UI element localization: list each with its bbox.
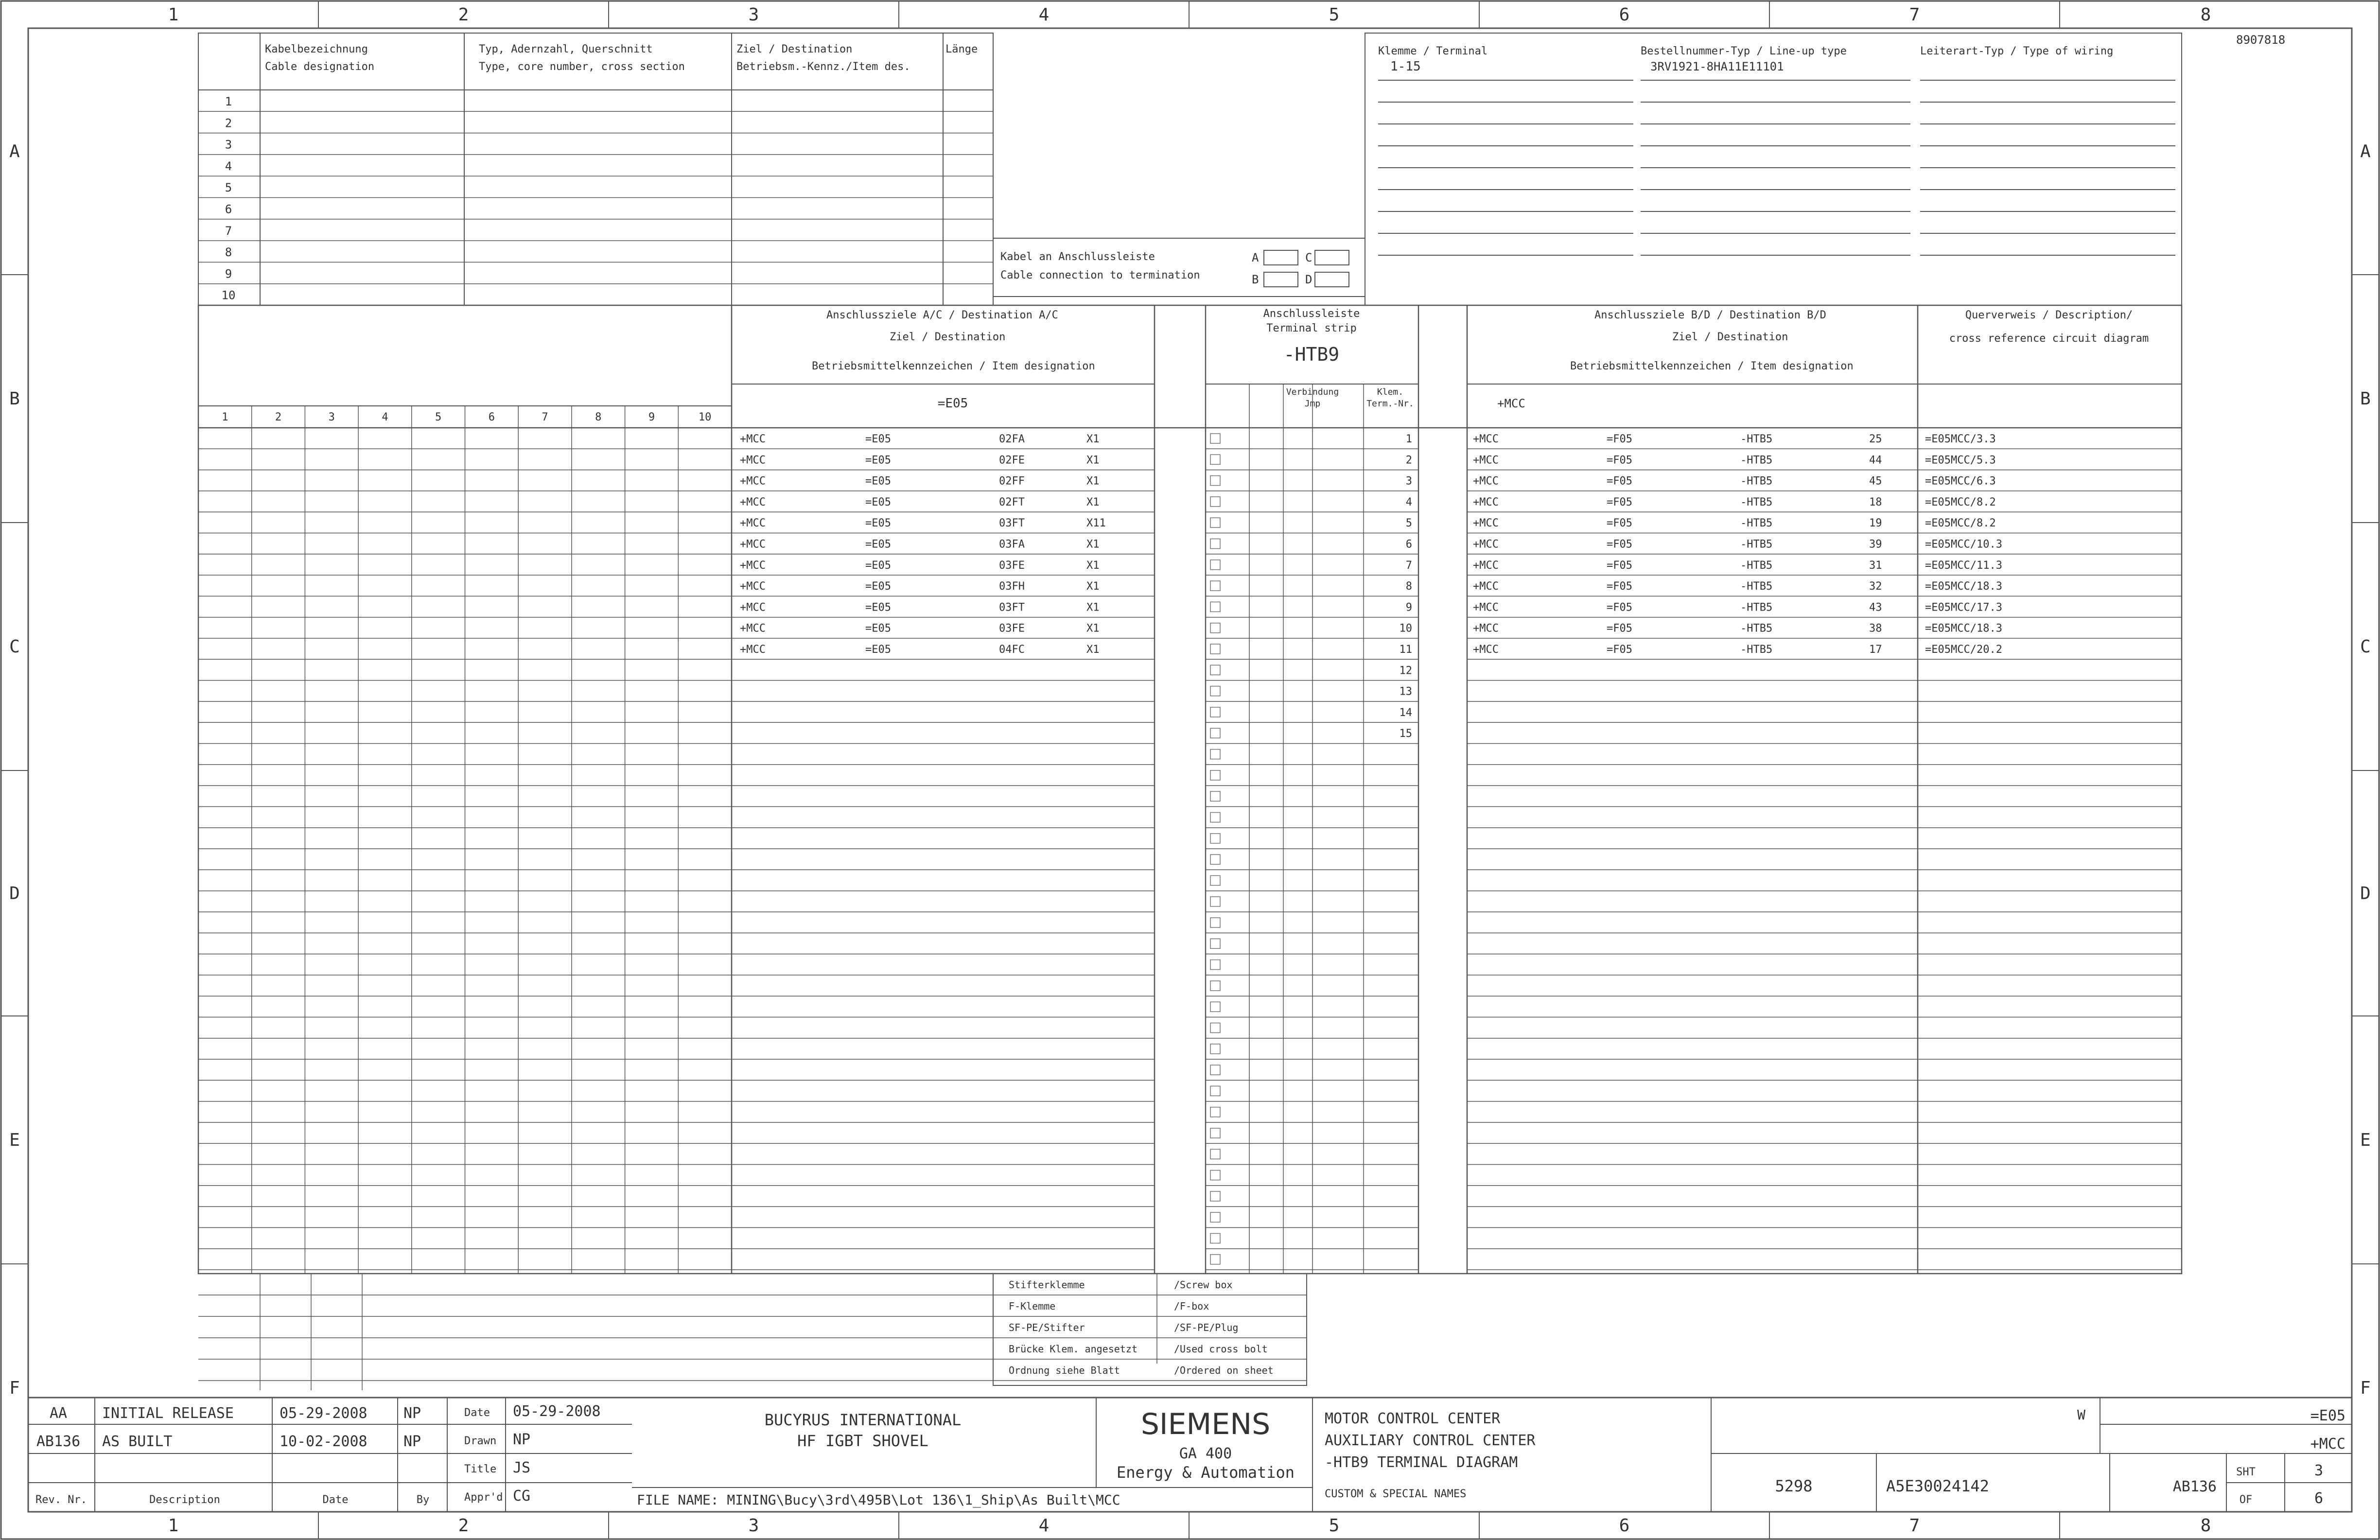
destination-b-cell: =E05MCC/8.2 [1925,496,1996,508]
drawing-text [35,33,2345,1508]
sheet-total: 6 [2314,1490,2324,1507]
column-marker-bottom-7: 7 [1909,1516,1920,1536]
terminal-square [1210,939,1220,948]
destination-b-sub: Ziel / Destination [1672,331,1788,343]
destination-b-cell: 32 [1869,580,1882,593]
terminal-square [1210,686,1220,696]
destination-a-cell: +MCC [740,622,766,635]
destination-a-cell: 03FA [999,538,1025,551]
destination-a-cell: 03FH [999,580,1025,593]
destination-b-cell: 43 [1869,601,1882,614]
cable-row-number: 1 [225,95,232,108]
revision-date: 05-29-2008 [280,1405,368,1422]
terminal-strip-header: Anschlussleiste Terminal strip [1263,308,1360,334]
wire-column-number: 3 [328,411,335,423]
cable-row-number: 5 [225,181,232,195]
legend-label: Ordnung siehe Blatt [1009,1365,1120,1376]
wire-column-number: 8 [595,411,602,423]
terminal-square [1210,834,1220,843]
legend-label: Stifterklemme [1009,1279,1085,1291]
destination-a-cell: =E05 [865,538,891,551]
terminal-number: 4 [1405,496,1412,508]
destination-b-cell: 31 [1869,559,1882,572]
zone-location: +MCC [2310,1435,2345,1452]
terminal-square [1210,1233,1220,1243]
job-number: 5298 [1775,1477,1813,1495]
cable-row-number: 9 [225,267,232,281]
terminal-square [1210,1128,1220,1138]
destination-a-cell: X1 [1086,644,1100,656]
wire-column-number: 5 [435,411,442,423]
column-marker-2: 2 [458,5,469,25]
destination-a-cell: X1 [1086,475,1100,488]
destination-b-cell: =E05MCC/17.3 [1925,601,2002,614]
destination-a-cell: X11 [1086,517,1106,530]
destination-b-cell: =E05MCC/6.3 [1925,475,1996,488]
destination-b-cell: -HTB5 [1740,538,1773,551]
terminal-square [1210,539,1220,549]
destination-b-cell: =E05MCC/3.3 [1925,433,1996,445]
revision-by: NP [403,1405,421,1422]
destination-b-cell: =F05 [1607,538,1632,551]
destination-a-cell: =E05 [865,517,891,530]
terminal-square [1210,434,1220,443]
destination-b-cell: =E05MCC/18.3 [1925,580,2002,593]
destination-b-cell: =F05 [1607,559,1632,572]
destination-a-cell: =E05 [865,433,891,445]
order-number-header: Bestellnummer-Typ / Line-up type [1641,45,1847,57]
destination-b-cell: 25 [1869,433,1882,445]
terminal-number: 15 [1399,728,1412,740]
sheet-number: 3 [2314,1462,2324,1479]
destination-b-cell: -HTB5 [1740,454,1773,467]
destination-a-cell: 02FF [999,475,1025,488]
destination-b-cell: -HTB5 [1740,496,1773,508]
w-label: W [2077,1407,2085,1423]
approval-label: Title [464,1463,497,1475]
destination-a-cell: +MCC [740,496,766,508]
approval-label: Appr'd [464,1491,503,1504]
cable-type-header: Typ, Adernzahl, Querschnitt Type, core number, cross section [479,43,685,73]
destination-b-cell: +MCC [1473,433,1499,445]
terminal-square [1210,1023,1220,1032]
terminal-number: 10 [1399,622,1412,635]
destination-b-cell: -HTB5 [1740,475,1773,488]
terminal-info-box [1365,33,2182,305]
wire-column-number: 1 [222,411,228,423]
destination-b-header: Anschlussziele B/D / Destination B/D [1594,309,1826,321]
legend-value: /Ordered on sheet [1174,1365,1274,1376]
destination-a-cell: +MCC [740,454,766,467]
legend-label: SF-PE/Stifter [1009,1322,1085,1333]
column-marker-bottom-6: 6 [1619,1516,1630,1536]
destination-a-cell: +MCC [740,475,766,488]
cable-row-number: 8 [225,245,232,260]
terminal-square [1210,981,1220,991]
destination-a-cell: X1 [1086,454,1100,467]
terminal-number: 5 [1405,517,1412,530]
destination-b-cell: +MCC [1473,601,1499,614]
wire-column-number: 6 [488,411,495,423]
cable-designation-header: Kabelbezeichnung Cable designation [265,43,375,73]
revision-description: AS BUILT [102,1433,173,1450]
zone-equipment: =E05 [2310,1407,2345,1424]
row-marker-B: B [9,389,20,409]
terminal-square [1210,1065,1220,1075]
column-marker-1: 1 [168,5,179,25]
destination-b-cell: -HTB5 [1740,644,1773,656]
destination-a-cell: +MCC [740,601,766,614]
column-marker-bottom-1: 1 [168,1516,179,1536]
customer-equipment: HF IGBT SHOVEL [797,1432,928,1450]
terminal-table [198,305,2182,1274]
terminal-square [1210,897,1220,907]
terminal-square [1210,623,1220,633]
legend-value: /Screw box [1174,1279,1233,1291]
destination-a-cell: =E05 [865,644,891,656]
terminal-strip-name: -HTB9 [1283,344,1340,365]
destination-b-cell: 17 [1869,644,1882,656]
destination-a-cell: 03FT [999,601,1025,614]
rev-header: Rev. Nr. [35,1494,87,1506]
destination-b-cell: -HTB5 [1740,433,1773,445]
destination-b-cell: =F05 [1607,496,1632,508]
destination-a-cell: =E05 [865,580,891,593]
terminal-square [1210,728,1220,738]
destination-b-cell: =F05 [1607,622,1632,635]
terminal-number: 6 [1405,538,1412,551]
column-marker-7: 7 [1909,5,1920,25]
terminal-square [1210,812,1220,822]
connection-d-label: D [1305,273,1312,286]
brand-sub2: Energy & Automation [1116,1463,1295,1482]
destination-a-cell: =E05 [865,559,891,572]
terminal-number: 14 [1399,706,1412,719]
destination-b-cell: +MCC [1473,538,1499,551]
destination-b-cell: =E05MCC/18.3 [1925,622,2002,635]
terminal-square [1210,1002,1220,1012]
row-marker-right-A: A [2360,141,2371,162]
cable-connection-label: Kabel an Anschlussleiste Cable connection to termination [1000,251,1200,281]
file-name: FILE NAME: MINING\Bucy\3rd\495B\Lot 136\1_Ship\As Built\MCC [637,1492,1120,1508]
legend-label: F-Klemme [1009,1300,1056,1312]
terminal-square [1210,644,1220,654]
approval-value: NP [513,1431,531,1448]
wire-column-number: 7 [542,411,548,423]
destination-b-value: +MCC [1497,397,1525,410]
cable-length-header: Länge [945,43,978,55]
destination-b-cell: +MCC [1473,622,1499,635]
destination-b-cell: 45 [1869,475,1882,488]
destination-a-cell: 03FE [999,559,1025,572]
legend-value: /F-box [1174,1300,1209,1312]
destination-b-cell: +MCC [1473,454,1499,467]
terminal-number: 12 [1399,665,1412,677]
destination-b-cell: 18 [1869,496,1882,508]
column-marker-bottom-5: 5 [1329,1516,1340,1536]
destination-a-cell: =E05 [865,496,891,508]
cable-row-number: 6 [225,202,232,216]
wire-column-number: 10 [698,411,712,423]
destination-a-item: Betriebsmittelkennzeichen / Item designation [812,360,1095,372]
connection-c-label: C [1305,251,1312,264]
terminal-number: 2 [1405,454,1412,467]
terminal-number: 1 [1405,433,1412,445]
destination-a-cell: X1 [1086,538,1100,551]
destination-a-header: Anschlussziele A/C / Destination A/C [826,309,1058,321]
terminal-number: 13 [1399,685,1412,698]
terminal-square [1210,1086,1220,1096]
terminal-square [1210,1191,1220,1201]
destination-b-cell: -HTB5 [1740,622,1773,635]
legend-label: Brücke Klem. angesetzt [1009,1343,1138,1355]
wire-column-number: 9 [648,411,655,423]
drawing-title-1: MOTOR CONTROL CENTER [1325,1410,1501,1427]
wire-column-number: 2 [275,411,282,423]
order-number-value: 3RV1921-8HA11E11101 [1650,60,1784,73]
terminal-square [1210,518,1220,527]
current-revision: AB136 [2172,1478,2217,1495]
cable-row-number: 7 [225,224,232,238]
terminal-square [1210,1255,1220,1264]
terminal-square [1210,1212,1220,1222]
drawing-title-2: AUXILIARY CONTROL CENTER [1325,1432,1536,1449]
destination-a-cell: =E05 [865,454,891,467]
destination-a-cell: +MCC [740,538,766,551]
connection-a-label: A [1252,251,1259,264]
cable-row-number: 10 [221,288,236,302]
terminal-square [1210,1149,1220,1159]
wiring-type-header: Leiterart-Typ / Type of wiring [1920,45,2114,57]
column-marker-8: 8 [2200,5,2211,25]
terminal-square [1210,1044,1220,1054]
destination-a-cell: +MCC [740,517,766,530]
terminal-square [1210,918,1220,928]
destination-a-cell: 02FE [999,454,1025,467]
terminal-number-header: Klem. Term.-Nr. [1366,387,1414,409]
terminal-header: Klemme / Terminal [1378,45,1488,57]
destination-a-cell: +MCC [740,580,766,593]
jumper-header: Verbindung Jmp [1286,387,1339,409]
destination-b-cell: =F05 [1607,644,1632,656]
destination-b-cell: +MCC [1473,559,1499,572]
destination-b-cell: =E05MCC/8.2 [1925,517,1996,530]
row-marker-F: F [9,1378,20,1398]
destination-b-cell: =F05 [1607,517,1632,530]
of-label: OF [2239,1494,2253,1506]
row-marker-right-E: E [2360,1130,2371,1150]
terminal-square [1210,602,1220,612]
cable-connection-box [993,238,1365,297]
by-header: By [416,1494,430,1506]
cable-row-number: 3 [225,138,232,152]
terminal-number: 3 [1405,475,1412,488]
terminal-number: 11 [1399,644,1412,656]
destination-b-cell: -HTB5 [1740,559,1773,572]
terminal-square [1210,581,1220,591]
customer-name: BUCYRUS INTERNATIONAL [764,1411,962,1429]
revision-number: AA [49,1405,68,1422]
destination-a-value: =E05 [937,396,968,411]
terminal-square [1210,1171,1220,1180]
drawing-number: A5E30024142 [1886,1477,1989,1495]
date-header: Date [322,1494,349,1506]
destination-a-cell: 04FC [999,644,1025,656]
column-marker-4: 4 [1038,5,1050,25]
destination-b-cell: =E05MCC/20.2 [1925,644,2002,656]
row-marker-C: C [9,637,20,657]
column-marker-6: 6 [1619,5,1630,25]
legend-value: /SF-PE/Plug [1174,1322,1239,1333]
destination-b-cell: =E05MCC/10.3 [1925,538,2002,551]
destination-b-cell: =F05 [1607,454,1632,467]
destination-b-cell: +MCC [1473,580,1499,593]
terminal-square [1210,455,1220,464]
terminal-square [1210,560,1220,570]
column-marker-3: 3 [748,5,759,25]
destination-b-cell: =F05 [1607,580,1632,593]
cable-destination-header: Ziel / Destination Betriebsm.-Kennz./Item des. [736,43,910,73]
destination-b-item: Betriebsmittelkennzeichen / Item designation [1570,360,1854,372]
terminal-square [1210,960,1220,970]
brand-sub1: GA 400 [1179,1445,1232,1462]
terminal-square [1210,476,1220,486]
revision-by: NP [403,1433,421,1450]
column-marker-bottom-2: 2 [458,1516,469,1536]
row-marker-right-D: D [2360,883,2371,904]
destination-b-cell: 44 [1869,454,1882,467]
terminal-number: 8 [1405,580,1412,593]
destination-a-cell: 02FT [999,496,1025,508]
description-header: Description [149,1494,220,1506]
destination-a-cell: 03FE [999,622,1025,635]
destination-a-cell: X1 [1086,622,1100,635]
destination-b-cell: 38 [1869,622,1882,635]
terminal-square [1210,750,1220,759]
destination-b-cell: =F05 [1607,433,1632,445]
row-marker-D: D [9,883,20,904]
approval-value: CG [513,1488,531,1505]
terminal-number: 9 [1405,601,1412,614]
destination-b-cell: -HTB5 [1740,517,1773,530]
approval-label: Date [464,1407,490,1419]
terminal-square [1210,665,1220,675]
terminal-square [1210,497,1220,507]
drawing-title-3: -HTB9 TERMINAL DIAGRAM [1325,1454,1518,1471]
terminal-number: 7 [1405,559,1412,572]
destination-a-cell: +MCC [740,559,766,572]
terminal-square [1210,1107,1220,1117]
revision-date: 10-02-2008 [280,1433,368,1450]
terminal-square [1210,875,1220,885]
destination-b-cell: +MCC [1473,475,1499,488]
terminal-square [1210,855,1220,864]
column-marker-bottom-8: 8 [2200,1516,2211,1536]
row-marker-right-B: B [2360,389,2371,409]
revision-description: INITIAL RELEASE [102,1405,234,1422]
destination-b-cell: +MCC [1473,517,1499,530]
destination-b-cell: =F05 [1607,475,1632,488]
destination-a-cell: +MCC [740,644,766,656]
terminal-range: 1-15 [1390,59,1421,74]
row-marker-A: A [9,141,20,162]
cable-row-number: 2 [225,116,232,130]
row-marker-right-F: F [2360,1378,2371,1398]
column-marker-bottom-3: 3 [748,1516,759,1536]
destination-a-cell: =E05 [865,622,891,635]
column-marker-5: 5 [1329,5,1340,25]
destination-b-cell: 19 [1869,517,1882,530]
destination-a-cell: 02FA [999,433,1025,445]
approval-label: Drawn [464,1435,497,1447]
legend-value: /Used cross bolt [1174,1343,1268,1355]
destination-b-cell: -HTB5 [1740,601,1773,614]
cable-row-number: 4 [225,159,232,173]
destination-b-cell: =E05MCC/11.3 [1925,559,2002,572]
destination-a-cell: X1 [1086,496,1100,508]
row-marker-E: E [9,1130,20,1150]
destination-a-cell: +MCC [740,433,766,445]
destination-a-cell: 03FT [999,517,1025,530]
sheet-label: SHT [2236,1466,2256,1478]
row-marker-right-C: C [2360,637,2371,657]
approval-value: 05-29-2008 [513,1403,601,1420]
siemens-logo: SIEMENS [1140,1407,1271,1441]
destination-a-cell: X1 [1086,580,1100,593]
terminal-square [1210,791,1220,801]
destination-a-cell: =E05 [865,601,891,614]
destination-b-cell: =E05MCC/5.3 [1925,454,1996,467]
destination-a-sub: Ziel / Destination [890,331,1006,343]
approval-value: JS [513,1459,531,1476]
drawing-title-4: CUSTOM & SPECIAL NAMES [1325,1488,1467,1500]
terminal-square [1210,707,1220,717]
destination-a-cell: X1 [1086,559,1100,572]
destination-a-cell: =E05 [865,475,891,488]
column-marker-bottom-4: 4 [1038,1516,1050,1536]
destination-b-cell: +MCC [1473,644,1499,656]
destination-a-cell: X1 [1086,433,1100,445]
revision-number: AB136 [36,1433,81,1450]
cross-reference-header: Querverweis / Description/ cross reference circuit diagram [1949,309,2149,345]
destination-b-cell: 39 [1869,538,1882,551]
wire-column-number: 4 [382,411,388,423]
destination-b-cell: =F05 [1607,601,1632,614]
destination-b-cell: -HTB5 [1740,580,1773,593]
destination-a-cell: X1 [1086,601,1100,614]
connection-b-label: B [1252,273,1259,286]
terminal-square [1210,770,1220,780]
cable-list-box [198,33,993,305]
destination-b-cell: +MCC [1473,496,1499,508]
document-code: 8907818 [2236,33,2286,47]
